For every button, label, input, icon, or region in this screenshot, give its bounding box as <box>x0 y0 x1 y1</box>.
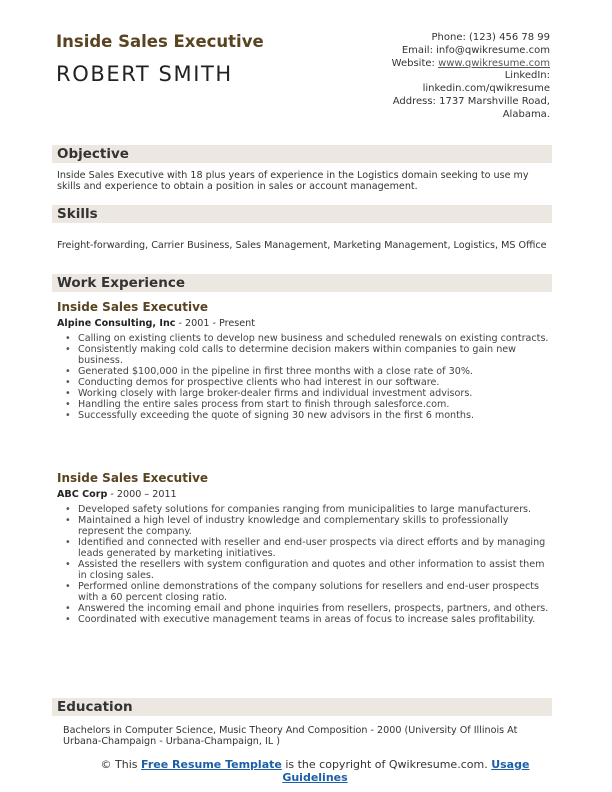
list-item: • Developed safety solutions for companies ranging from municipalities to large manufacturers. <box>65 504 552 515</box>
candidate-name: ROBERT SMITH <box>56 62 233 86</box>
objective-heading: Objective <box>57 146 129 162</box>
skills-heading: Skills <box>57 206 98 222</box>
job-2-duties <box>65 504 552 625</box>
job-1-duties <box>65 333 552 421</box>
list-item: • Working closely with large broker-dealer firms and individual investment advisors. <box>65 388 552 399</box>
website-link[interactable]: www.qwikresume.com <box>438 57 550 69</box>
footer-prefix: © This <box>100 758 142 771</box>
education-heading: Education <box>57 699 133 715</box>
objective-text: Inside Sales Executive with 18 plus years of experience in the Logistics domain seeking to use my skills and experience to obtain a position in sales or account management. <box>57 170 529 193</box>
work-experience-heading: Work Experience <box>57 275 185 291</box>
job-dates-2: - 2000 – 2011 <box>107 489 177 500</box>
email: Email: info@qwikresume.com <box>401 44 550 56</box>
skills-text: Freight-forwarding, Carrier Business, Sales Management, Marketing Management, Logistics, MS Office <box>57 240 547 251</box>
education-text: Bachelors in Computer Science, Music Theory And Composition - 2000 (University Of Illinois At Urbana-Champaign - Urbana-Champaign, IL ) <box>63 725 518 748</box>
copyright-footer <box>90 758 540 784</box>
resume-header <box>56 32 556 132</box>
list-item: • Generated $100,000 in the pipeline in first three months with a close rate of 30%. <box>65 366 552 377</box>
objective-section-header <box>52 145 552 163</box>
job-title: Inside Sales Executive <box>56 32 264 51</box>
list-item: • Identified and connected with reseller and end-user prospects via direct efforts and by managing leads generated by marketing initiatives. <box>65 537 552 559</box>
website <box>392 58 550 71</box>
contact-info <box>392 32 550 122</box>
list-item: • Successfully exceeding the quote of signing 30 new advisors in the first 6 months. <box>65 410 552 421</box>
website-label: Website: <box>391 57 439 69</box>
company-name-2: ABC Corp <box>57 489 108 500</box>
address-line-2: Alabama. <box>502 108 550 120</box>
list-item: • Maintained a high level of industry knowledge and complementary skills to professionally represent the company. <box>65 515 552 537</box>
usage-guidelines-link[interactable]: Usage Guidelines <box>282 758 530 784</box>
phone: Phone: (123) 456 78 99 <box>431 32 550 43</box>
job-company-1 <box>57 318 255 329</box>
footer-middle: is the copyright of Qwikresume.com. <box>281 758 492 771</box>
list-item: • Assisted the resellers with system configuration and quotes and other information to assist them in closing sales. <box>65 559 552 581</box>
list-item: • Consistently making cold calls to determine decision makers within companies to gain new business. <box>65 344 552 366</box>
list-item: • Calling on existing clients to develop new business and scheduled renewals on existing contracts. <box>65 333 552 344</box>
list-item: • Handling the entire sales process from start to finish through salesforce.com. <box>65 399 552 410</box>
skills-section-header <box>52 205 552 223</box>
work-experience-section-header <box>52 274 552 292</box>
address-line-1: Address: 1737 Marshville Road, <box>392 95 550 107</box>
linkedin-url: linkedin.com/qwikresume <box>422 83 550 95</box>
job-dates-1: - 2001 - Present <box>175 318 256 329</box>
free-resume-template-link[interactable]: Free Resume Template <box>141 758 282 771</box>
education-section-header <box>52 698 552 716</box>
list-item: • Coordinated with executive management teams in areas of focus to increase sales profitability. <box>65 614 552 625</box>
list-item: • Answered the incoming email and phone inquiries from resellers, prospects, partners, and others. <box>65 603 552 614</box>
company-name-1: Alpine Consulting, Inc <box>57 318 176 329</box>
list-item: • Performed online demonstrations of the company solutions for resellers and end-user prospects with a 60 percent closing ratio. <box>65 581 552 603</box>
linkedin-label: LinkedIn: <box>504 70 550 82</box>
list-item: • Conducting demos for prospective clients who had interest in our software. <box>65 377 552 388</box>
job-company-2 <box>57 489 177 500</box>
job-title-1: Inside Sales Executive <box>57 300 209 314</box>
job-title-2: Inside Sales Executive <box>57 471 209 485</box>
